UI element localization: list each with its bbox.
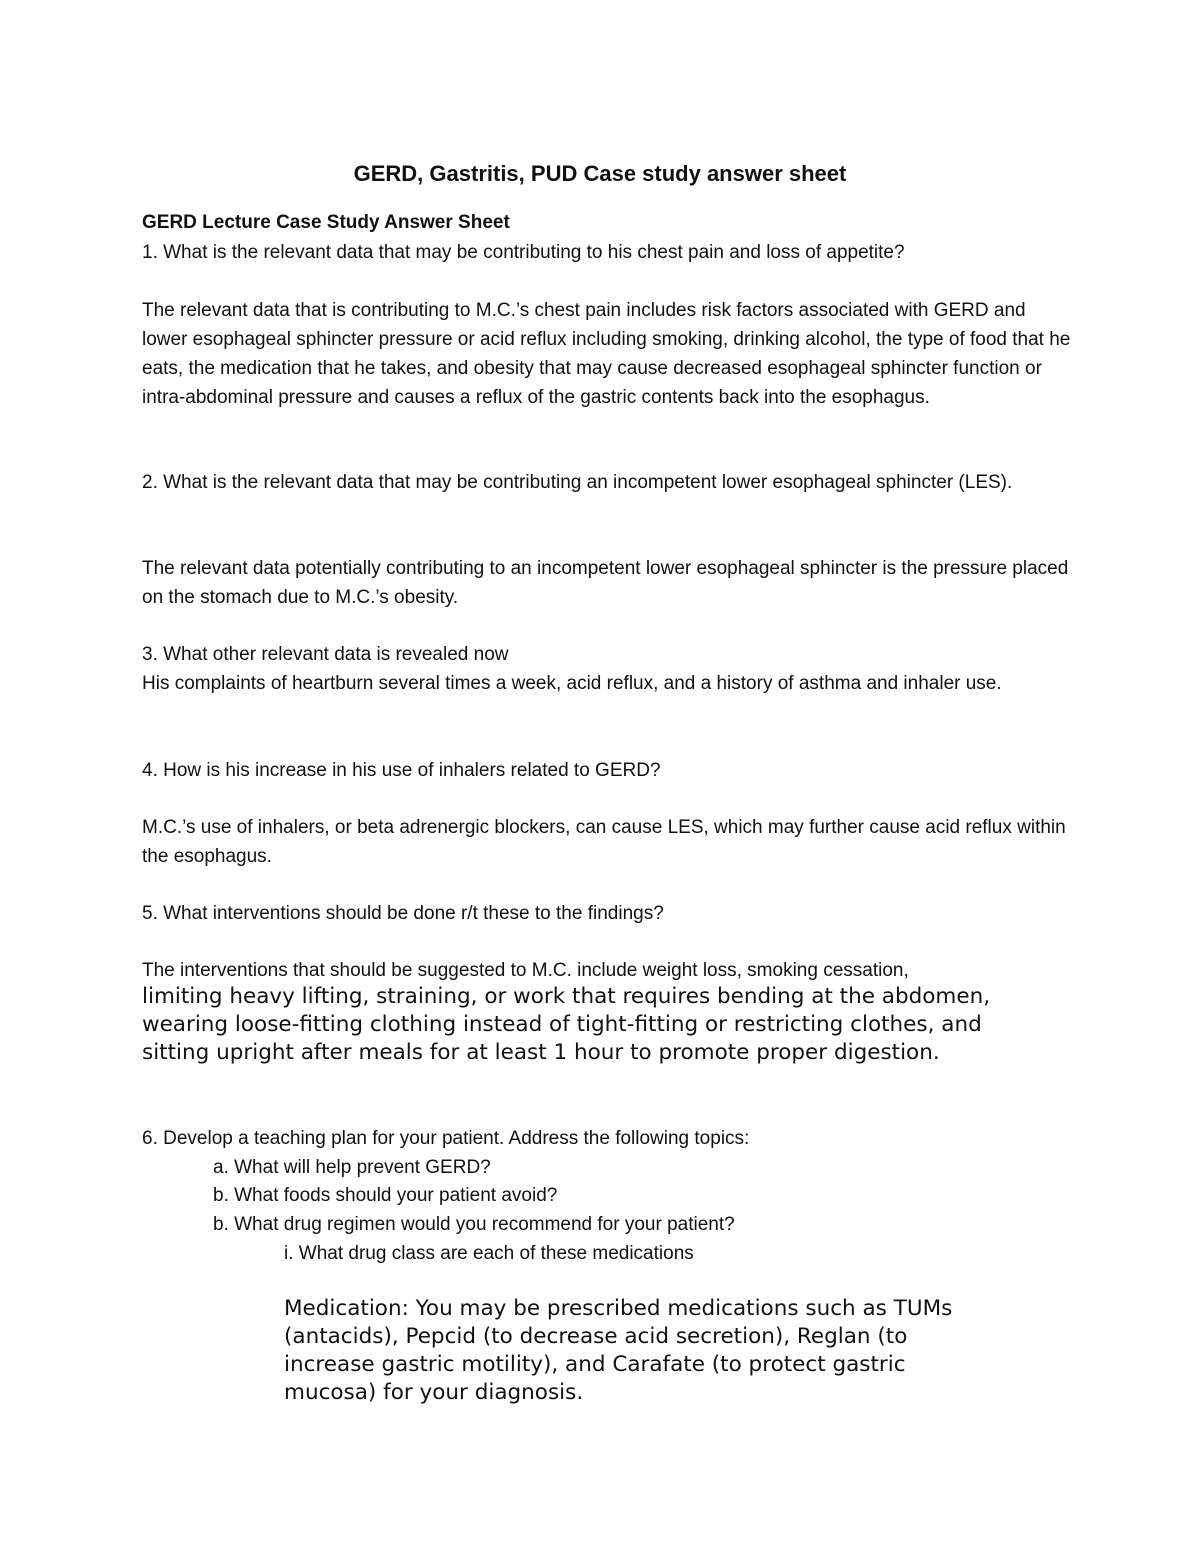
- question-6b: b. What foods should your patient avoid?: [213, 1185, 558, 1206]
- answer-5-part-2: limiting heavy lifting, straining, or work that requires bending at the abdomen, wearing loose-fitting clothing instead of tight-fitting or restricting clothes, and sitting upright after meals for at least 1 hour to promote proper digestion.: [142, 984, 991, 1065]
- question-6: 6. Develop a teaching plan for your patient. Address the following topics:: [142, 1128, 750, 1149]
- document-title: GERD, Gastritis, PUD Case study answer sheet: [353, 160, 847, 186]
- section-heading: GERD Lecture Case Study Answer Sheet: [142, 212, 510, 233]
- answer-5-part-1: The interventions that should be suggested to M.C. include weight loss, smoking cessation,: [142, 960, 909, 981]
- answer-1: The relevant data that is contributing to M.C.’s chest pain includes risk factors associated with GERD and lower esophageal sphincter pressure or acid reflux including smoking, drinking alcohol, the type of food that he eats, the medication that he takes, and obesity that may cause decreased esophageal sphincter function or intra-abdominal pressure and causes a reflux of the gastric contents back into the esophagus.: [142, 300, 1071, 408]
- medication-answer: Medication: You may be prescribed medications such as TUMs (antacids), Pepcid (to decrease acid secretion), Reglan (to increase gastric motility), and Carafate (to protect gastric mucosa) for your diagnosis.: [284, 1296, 953, 1405]
- question-6c-i: i. What drug class are each of these medications: [284, 1243, 694, 1264]
- question-6a: a. What will help prevent GERD?: [213, 1157, 491, 1178]
- question-2: 2. What is the relevant data that may be contributing an incompetent lower esophageal sphincter (LES).: [142, 472, 1013, 493]
- question-5: 5. What interventions should be done r/t these to the findings?: [142, 903, 664, 924]
- question-4: 4. How is his increase in his use of inhalers related to GERD?: [142, 760, 661, 781]
- answer-3: His complaints of heartburn several times a week, acid reflux, and a history of asthma and inhaler use.: [142, 673, 1002, 694]
- answer-4: M.C.’s use of inhalers, or beta adrenergic blockers, can cause LES, which may further cause acid reflux within the esophagus.: [142, 817, 1066, 867]
- answer-2: The relevant data potentially contributing to an incompetent lower esophageal sphincter is the pressure placed on the stomach due to M.C.’s obesity.: [142, 558, 1069, 608]
- question-1: 1. What is the relevant data that may be contributing to his chest pain and loss of appetite?: [142, 242, 905, 263]
- question-6c: b. What drug regimen would you recommend for your patient?: [213, 1214, 735, 1235]
- question-3: 3. What other relevant data is revealed now: [142, 644, 509, 665]
